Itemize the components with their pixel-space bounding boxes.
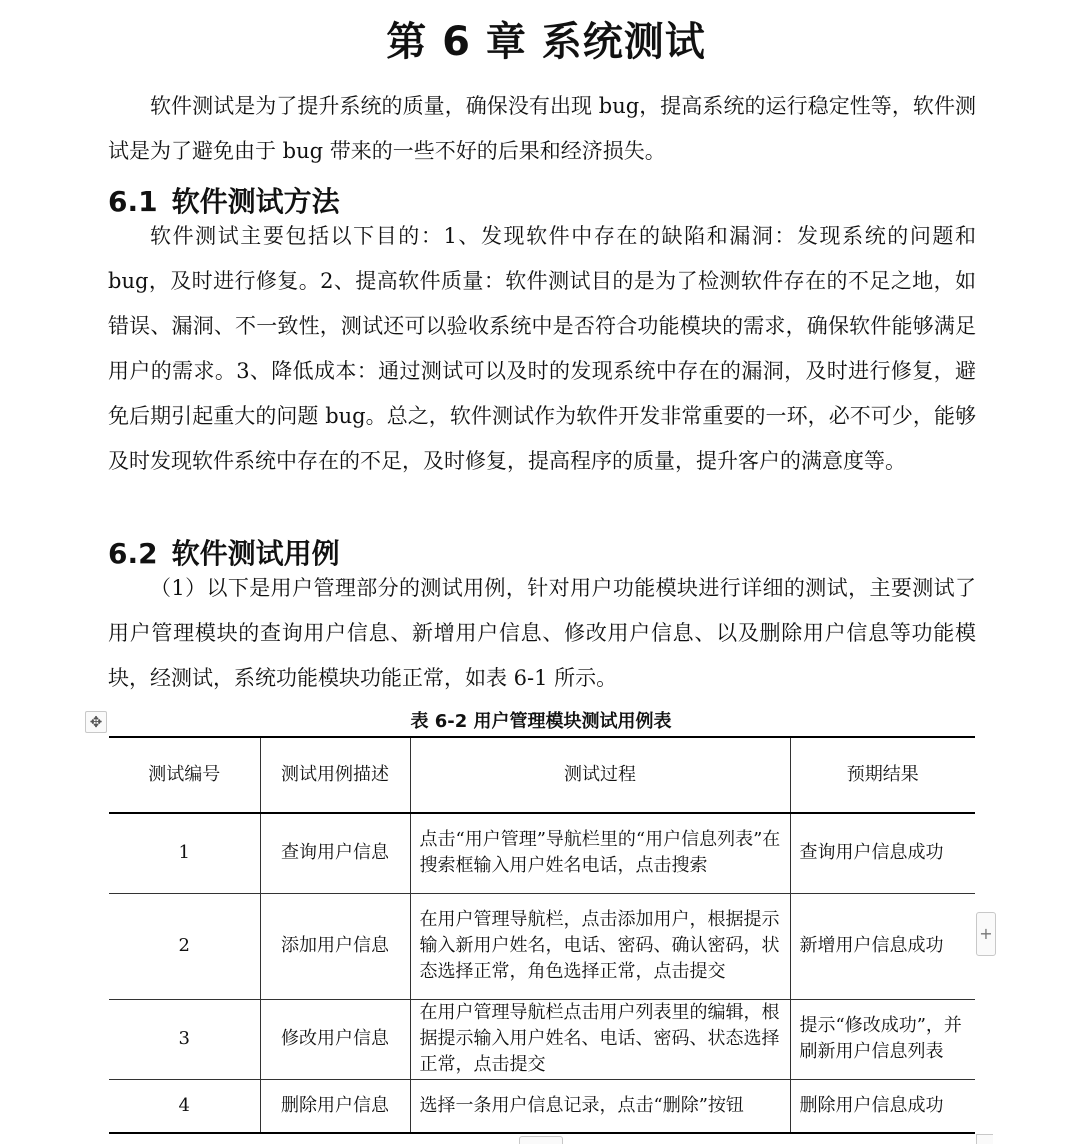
table-row bbox=[109, 999, 975, 1079]
cell-expected-result: 提示“修改成功”，并刷新用户信息列表 bbox=[790, 999, 975, 1079]
cell-test-description: 添加用户信息 bbox=[260, 893, 410, 999]
cell-test-process: 在用户管理导航栏点击用户列表里的编辑，根据提示输入用户姓名、电话、密码、状态选择正常，点击提交 bbox=[410, 999, 790, 1079]
cell-expected-result: 新增用户信息成功 bbox=[790, 893, 975, 999]
section-number: 6.1 bbox=[108, 185, 158, 218]
table-row bbox=[109, 813, 975, 893]
cell-test-id: 1 bbox=[109, 813, 260, 893]
section-number: 6.2 bbox=[108, 537, 158, 570]
cell-test-description: 查询用户信息 bbox=[260, 813, 410, 893]
header-test-description: 测试用例描述 bbox=[260, 737, 410, 813]
section-title: 软件测试方法 bbox=[171, 185, 340, 218]
chapter-title: 第 6 章 系统测试 bbox=[386, 19, 706, 65]
cell-expected-result: 删除用户信息成功 bbox=[790, 1079, 975, 1133]
cell-test-id: 3 bbox=[109, 999, 260, 1079]
table-row bbox=[109, 1079, 975, 1133]
section-1-paragraph: 软件测试主要包括以下目的：1、发现软件中存在的缺陷和漏洞：发现系统的问题和 bug，及时进行修复。2、提高软件质量：软件测试目的是为了检测软件存在的不足之地，如错误、漏洞、不一致性，测试还可以验收系统中是否符合功能模块的需求，确保软件能够满足用户的需求。3、降低成本：通过测试可以及时的发现系统中存在的漏洞，及时进行修复，避免后期引起重大的问题 bug。总之，软件测试作为软件开发非常重要的一环，必不可少，能够及时发现软件系统中存在的不足，及时修复，提高程序的质量，提升客户的满意度等。 bbox=[108, 224, 976, 473]
header-expected-result: 预期结果 bbox=[790, 737, 975, 813]
cell-test-description: 删除用户信息 bbox=[260, 1079, 410, 1133]
cell-test-description: 修改用户信息 bbox=[260, 999, 410, 1079]
move-icon[interactable]: ✥ bbox=[85, 711, 107, 733]
table-header-row bbox=[109, 737, 975, 813]
header-test-process: 测试过程 bbox=[410, 737, 790, 813]
intro-paragraph: 软件测试是为了提升系统的质量，确保没有出现 bug，提高系统的运行稳定性等，软件测试是为了避免由于 bug 带来的一些不好的后果和经济损失。 bbox=[108, 94, 976, 163]
table-caption: 表 6-2 用户管理模块测试用例表 bbox=[410, 711, 672, 732]
table-row bbox=[109, 893, 975, 999]
plus-icon[interactable]: + bbox=[976, 912, 996, 956]
test-case-table bbox=[109, 736, 975, 1134]
section-title: 软件测试用例 bbox=[171, 537, 340, 570]
cell-test-process: 选择一条用户信息记录，点击“删除”按钮 bbox=[410, 1079, 790, 1133]
cell-expected-result: 查询用户信息成功 bbox=[790, 813, 975, 893]
cell-test-process: 在用户管理导航栏，点击添加用户，根据提示输入新用户姓名，电话、密码、确认密码，状态选择正常，角色选择正常，点击提交 bbox=[410, 893, 790, 999]
cell-test-process: 点击“用户管理”导航栏里的“用户信息列表”在搜索框输入用户姓名电话，点击搜索 bbox=[410, 813, 790, 893]
cell-test-id: 4 bbox=[109, 1079, 260, 1133]
header-test-id: 测试编号 bbox=[109, 737, 260, 813]
cell-test-id: 2 bbox=[109, 893, 260, 999]
section-2-paragraph: （1）以下是用户管理部分的测试用例，针对用户功能模块进行详细的测试，主要测试了用户管理模块的查询用户信息、新增用户信息、修改用户信息、以及删除用户信息等功能模块，经测试，系统功能模块功能正常，如表 6-1 所示。 bbox=[108, 576, 976, 690]
